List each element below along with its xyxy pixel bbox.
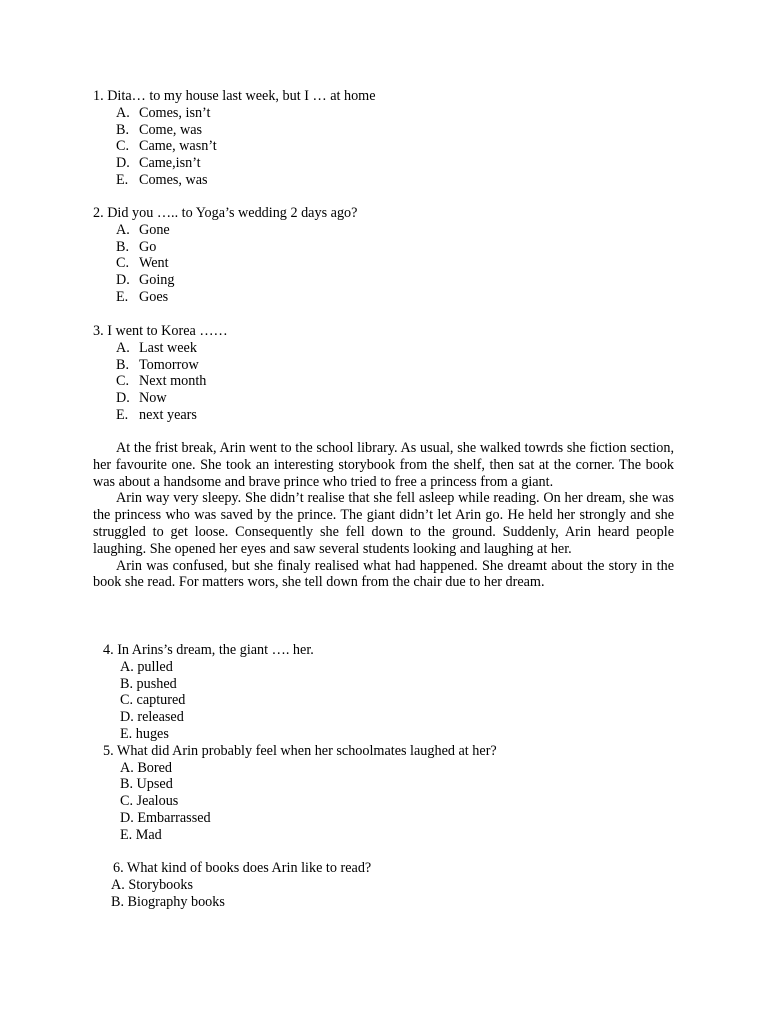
question-5-option-e: E. Mad — [120, 826, 162, 843]
question-5-option-c: C. Jealous — [120, 793, 179, 810]
question-1-option-c: C. Came, wasn’t — [116, 138, 217, 155]
question-4-option-e: E. huges — [120, 726, 169, 742]
question-2-stem: 2. Did you ….. to Yoga’s wedding 2 days ago? — [93, 205, 358, 221]
question-1-stem: 1. Dita… to my house last week, but I … at home — [93, 88, 376, 104]
question-1-option-a: A. Comes, isn’t — [116, 104, 211, 121]
question-2-option-d: D. Going — [116, 272, 175, 289]
question-6-option-a: A. Storybooks — [111, 876, 193, 893]
question-4-option-b: B. pushed — [120, 675, 177, 692]
question-5-option-b: B. Upsed — [120, 776, 173, 793]
question-2-option-b: B. Go — [116, 238, 157, 255]
passage-paragraph: At the frist break, Arin went to the school library. As usual, she walked towrds she fiction section, her favourite one. She took an interesting storybook from the shelf, then sat at the corner. The book was about a handsome and brave prince who tried to free a princess from a giant. — [93, 440, 674, 490]
question-3-option-d: D. Now — [116, 390, 167, 407]
question-5-option-d: D. Embarrassed — [120, 810, 211, 826]
question-6-stem: 6. What kind of books does Arin like to read? — [113, 860, 372, 876]
question-3-stem: 3. I went to Korea …… — [93, 323, 228, 339]
question-4-option-c: C. captured — [120, 692, 186, 709]
question-2-option-c: C. Went — [116, 255, 169, 272]
question-1-option-e: E. Comes, was — [116, 172, 208, 188]
question-4-option-d: D. released — [120, 709, 184, 726]
question-3-option-a: A. Last week — [116, 339, 197, 356]
passage-paragraph: Arin was confused, but she finaly realised what had happened. She dreamt about the story in the book she read. For matters wors, she tell down from the chair due to her dream. — [93, 557, 674, 591]
question-3-option-c: C. Next month — [116, 373, 207, 390]
question-2-option-e: E. Goes — [116, 289, 169, 305]
question-3-option-b: B. Tomorrow — [116, 356, 199, 373]
question-5-option-a: A. Bored — [120, 759, 173, 776]
question-1-option-d: D. Came,isn’t — [116, 155, 201, 172]
question-5-stem: 5. What did Arin probably feel when her schoolmates laughed at her? — [103, 742, 497, 759]
question-6-option-b: B. Biography books — [111, 893, 225, 910]
passage-paragraph: Arin way very sleepy. She didn’t realise that she fell asleep while reading. On her dream, she was the princess who was saved by the prince. The giant didn’t let Arin go. He held her strongly and she struggled to get loose. Consequently she fell down to the ground. Suddenly, Arin heard people laughing. She opened her eyes and saw several students looking and laughing at her. — [93, 490, 674, 557]
question-3-option-e: E. next years — [116, 407, 197, 423]
reading-passage — [93, 440, 674, 591]
question-1-option-b: B. Come, was — [116, 121, 203, 138]
question-4-stem: 4. In Arins’s dream, the giant …. her. — [103, 642, 314, 658]
question-4-option-a: A. pulled — [120, 658, 173, 675]
question-2-option-a: A. Gone — [116, 221, 170, 238]
